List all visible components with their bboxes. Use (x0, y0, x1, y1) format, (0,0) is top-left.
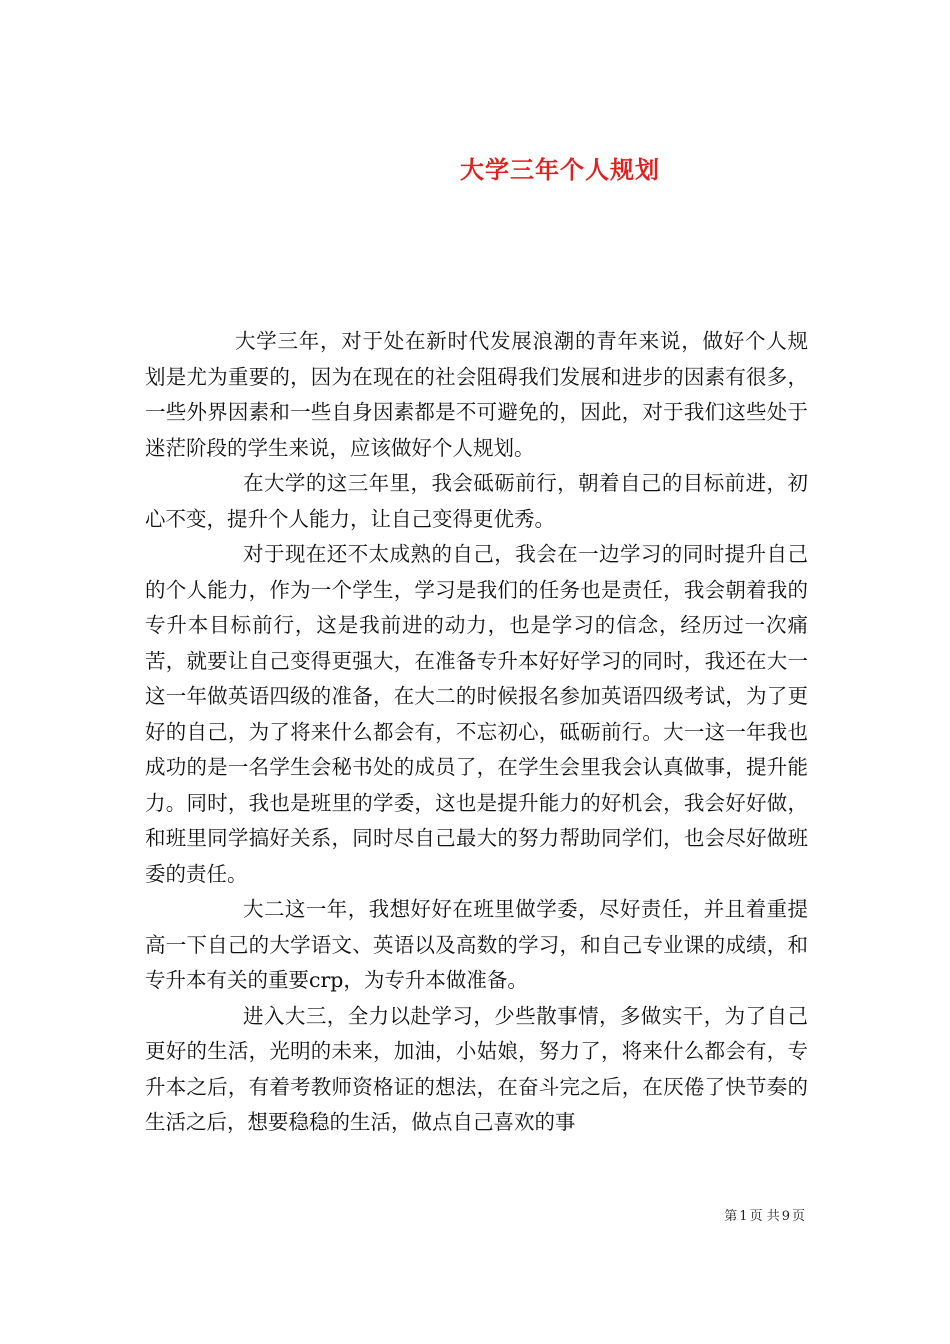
paragraph-second-year: 大二这一年，我想好好在班里做学委，尽好责任，并且着重提高一下自己的大学语文、英语以及高数的学习，和自己专业课的成绩，和专升本有关的重要crp，为专升本做准备。 (145, 897, 808, 992)
footer-current-page: 1 (739, 1209, 748, 1224)
footer-suffix: 页 (791, 1209, 805, 1224)
paragraph-third-year: 进入大三，全力以赴学习，少些散事情，多做实干，为了自己更好的生活，光明的未来，加油，小姑娘，努力了，将来什么都会有，专升本之后，有着考教师资格证的想法，在奋斗完之后，在厌倦了快节奏的生活之后，想要稳稳的生活，做点自己喜欢的事 (145, 1003, 808, 1134)
footer-total-pages: 9 (781, 1209, 790, 1224)
document-title: 大学三年个人规划 (460, 155, 660, 185)
paragraph-first-year: 对于现在还不太成熟的自己，我会在一边学习的同时提升自己的个人能力，作为一个学生，学习是我们的任务也是责任，我会朝着我的专升本目标前行，这是我前进的动力，也是学习的信念，经历过一次痛苦，就要让自己变得更强大，在准备专升本好好学习的同时，我还在大一这一年做英语四级的准备，在大二的时候报名参加英语四级考试，为了更好的自己，为了将来什么都会有，不忘初心，砥砺前行。大一这一年我也成功的是一名学生会秘书处的成员了，在学生会里我会认真做事，提升能力。同时，我也是班里的学委，这也是提升能力的好机会，我会好好做，和班里同学搞好关系，同时尽自己最大的努力帮助同学们，也会尽好做班委的责任。 (145, 542, 808, 886)
document-body (145, 324, 808, 1141)
footer-prefix: 第 (724, 1209, 738, 1224)
page-footer (0, 1205, 806, 1224)
footer-middle: 页 共 (749, 1209, 780, 1224)
paragraph-goal: 在大学的这三年里，我会砥砺前行，朝着自己的目标前进，初心不变，提升个人能力，让自己变得更优秀。 (145, 471, 808, 531)
paragraph-intro: 大学三年，对于处在新时代发展浪潮的青年来说，做好个人规划是尤为重要的，因为在现在的社会阻碍我们发展和进步的因素有很多，一些外界因素和一些自身因素都是不可避免的，因此，对于我们这些处于迷茫阶段的学生来说，应该做好个人规划。 (145, 329, 808, 460)
